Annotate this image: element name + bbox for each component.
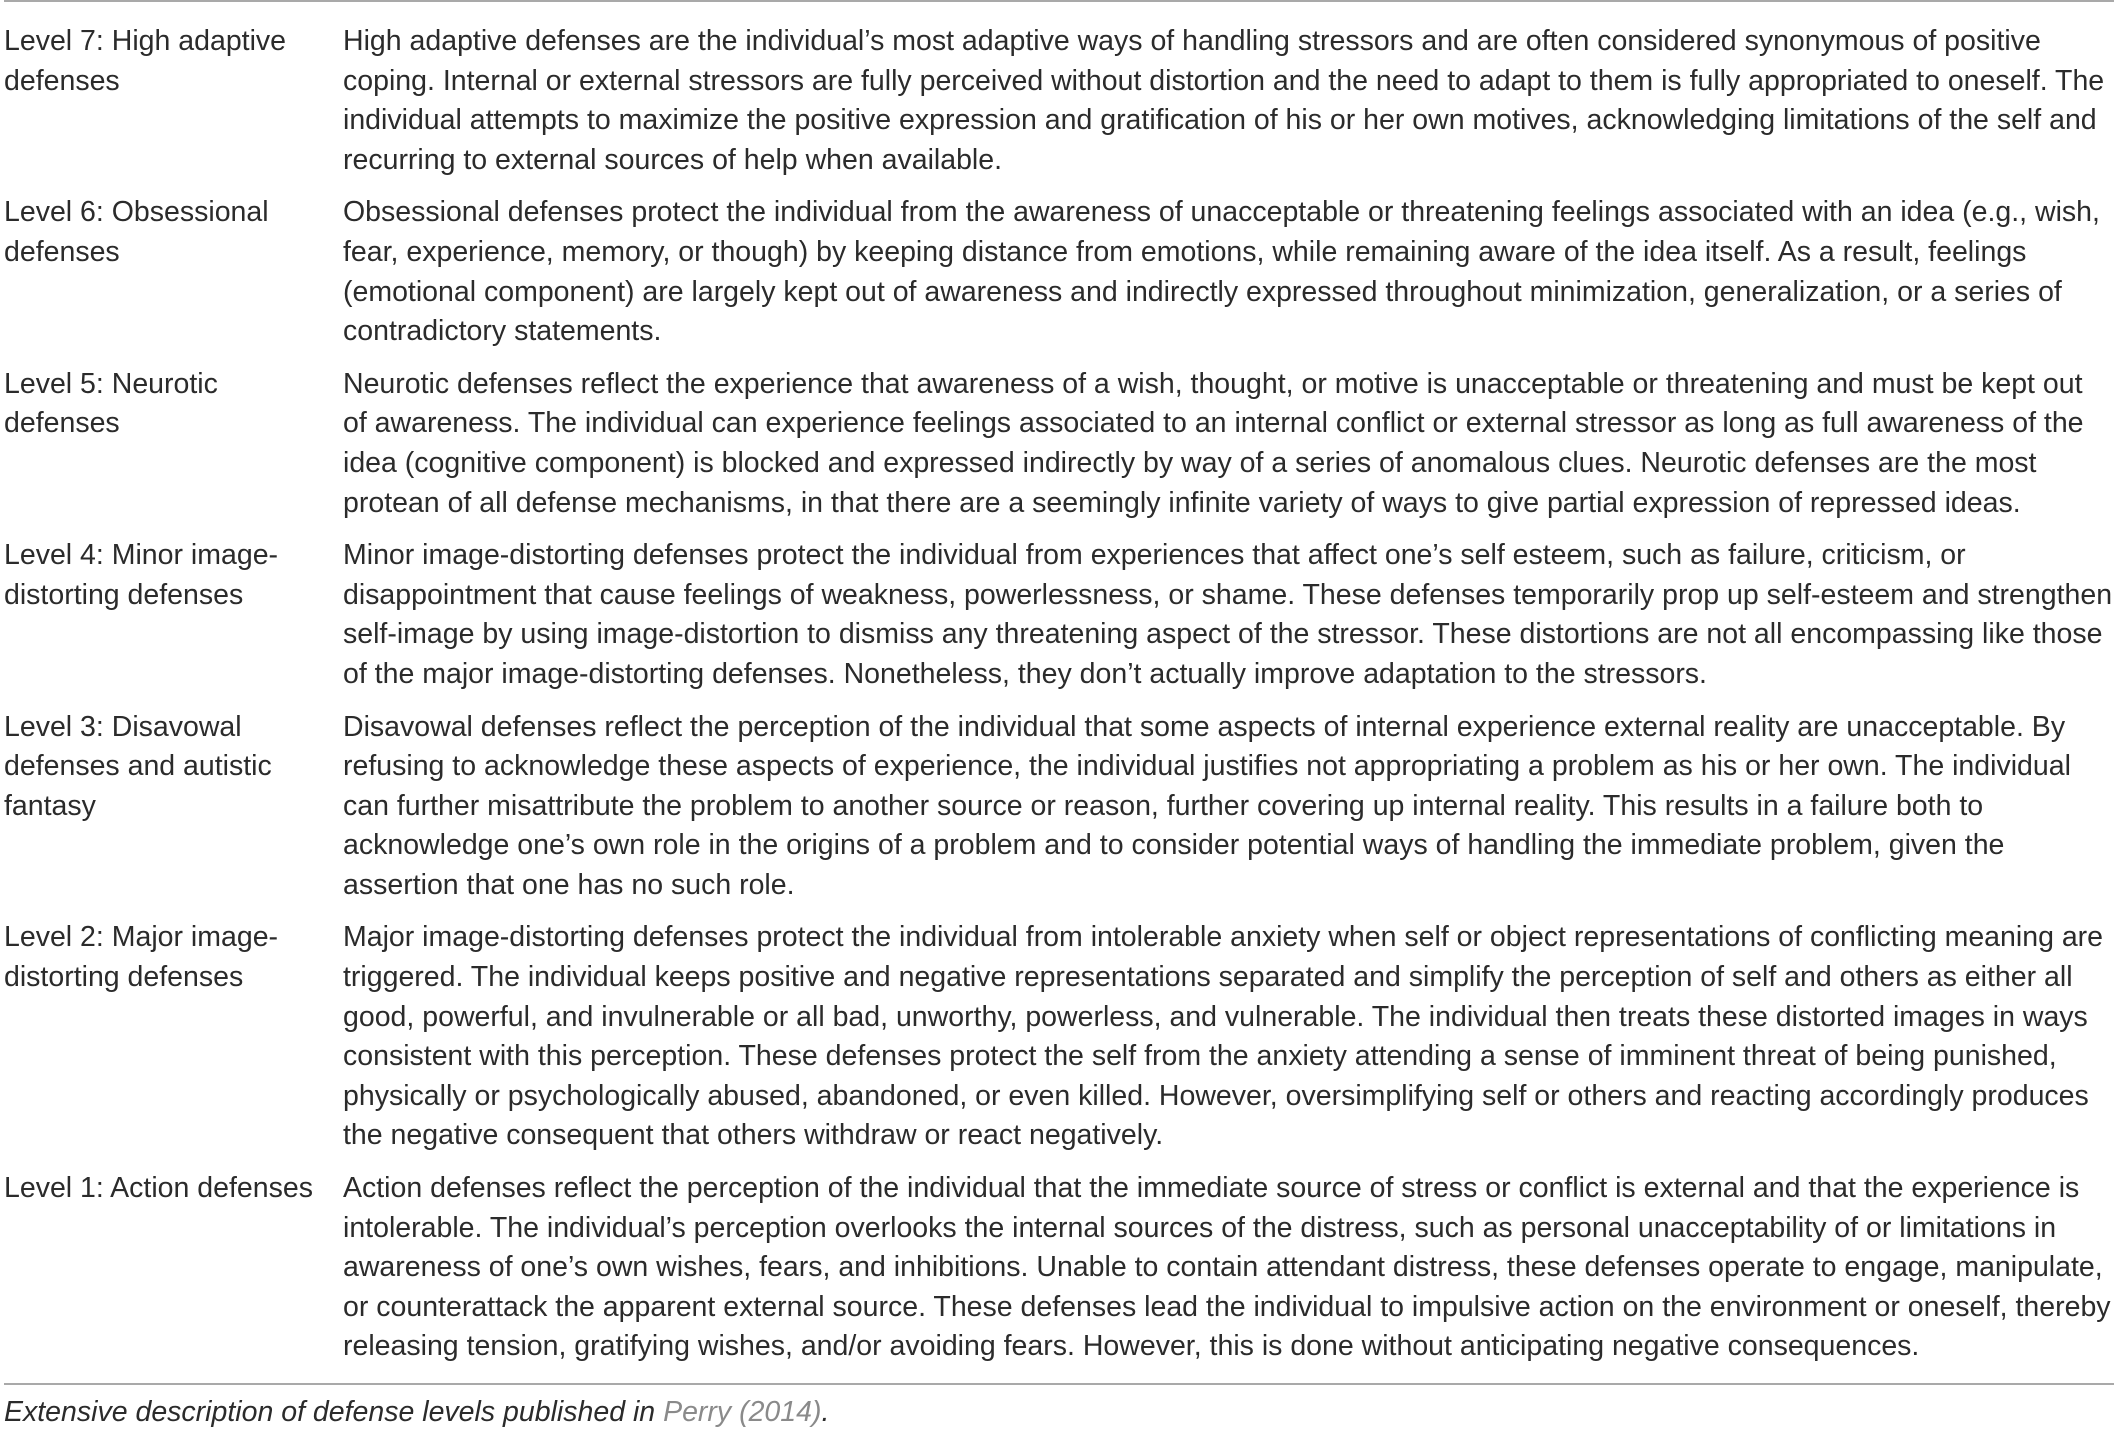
table-row (4, 186, 2114, 357)
level-description: Neurotic defenses reflect the experience that awareness of a wish, thought, or motive is unacceptable or threatening and must be kept out of awareness. The individual can experience feelings associated to an internal conflict or external stressor as long as full awareness of the idea (cognitive component) is blocked and expressed indirectly by way of a series of anomalous clues. Neurotic defenses are the most protean of all defense mechanisms, in that there are a seemingly infinite variety of ways to give partial expression of repressed ideas. (343, 367, 2084, 519)
table-row (4, 911, 2114, 1162)
table-footnote (4, 1392, 2114, 1432)
level-description: Minor image-distorting defenses protect the individual from experiences that affect one’s self esteem, such as failure, criticism, or disappointment that cause feelings of weakness, powerlessness, or shame. These defenses temporarily prop up self-esteem and strengthen self-image by using image-distortion to dismiss any threatening aspect of the stressor. These distortions are not all encompassing like those of the major image-distorting defenses. Nonetheless, they don’t actually improve adaptation to the stressors. (343, 539, 2113, 690)
table-row (4, 358, 2114, 529)
level-name: Level 5: Neurotic defenses (4, 367, 218, 440)
level-description: Major image-distorting defenses protect the individual from intolerable anxiety when self or object representations of conflicting meaning are triggered. The individual keeps positive and negative representations separated and simplify the perception of self and others as either all good, powerful, and invulnerable or all bad, unworthy, powerless, and vulnerable. The individual then treats these distorted images in ways consistent with this perception. These defenses protect the self from the anxiety attending a sense of imminent threat of being punished, physically or psychologically abused, abandoned, or even killed. However, oversimplifying self or others and reacting accordingly produces the negative consequent that others withdraw or react negatively. (343, 921, 2104, 1152)
table-row (4, 1162, 2114, 1373)
footnote-reference-link[interactable]: Perry (2014) (663, 1396, 822, 1428)
table-row (4, 529, 2114, 700)
footnote-text: Extensive description of defense levels published in (4, 1396, 664, 1428)
footnote-period: . (821, 1396, 830, 1428)
defense-levels-table (4, 2, 2114, 1373)
table-bottom-rule (4, 1383, 2114, 1385)
table-row (4, 701, 2114, 912)
defense-levels-table-wrapper (4, 0, 2114, 1432)
level-name: Level 4: Minor image-distorting defenses (4, 539, 279, 611)
level-description: High adaptive defenses are the individual’s most adaptive ways of handling stressors and are often considered synonymous of positive coping. Internal or external stressors are fully perceived without distortion and the need to adapt to them is fully appropriated to oneself. The individual attempts to maximize the positive expression and gratification of his or her own motives, acknowledging limitations of the self and recurring to external sources of help when available. (343, 25, 2105, 176)
level-name: Level 7: High adaptive defenses (4, 25, 287, 97)
level-name: Level 3: Disavowal defenses and autistic fantasy (4, 710, 272, 822)
level-description: Disavowal defenses reflect the perception of the individual that some aspects of internal experience external reality are unacceptable. By refusing to acknowledge these aspects of experience, the individual justifies not appropriating a problem as his or her own. The individual can further misattribute the problem to another source or reason, further covering up internal reality. This results in a failure both to acknowledge one’s own role in the origins of a problem and to consider potential ways of handling the immediate problem, given the assertion that one has no such role. (343, 710, 2071, 901)
level-name: Level 1: Action defenses (4, 1172, 313, 1205)
level-description: Action defenses reflect the perception of the individual that the immediate source of stress or conflict is external and that the experience is intolerable. The individual’s perception overlooks the internal sources of the distress, such as personal unacceptability of or limitations in awareness of one’s own wishes, fears, and inhibitions. Unable to contain attendant distress, these defenses operate to engage, manipulate, or counterattack the apparent external source. These defenses lead the individual to impulsive action on the environment or oneself, thereby releasing tension, gratifying wishes, and/or avoiding fears. However, this is done without anticipating negative consequences. (343, 1172, 2111, 1363)
level-name: Level 6: Obsessional defenses (4, 196, 269, 268)
level-description: Obsessional defenses protect the individual from the awareness of unacceptable or threatening feelings associated with an idea (e.g., wish, fear, experience, memory, or though) by keeping distance from emotions, while remaining aware of the idea itself. As a result, feelings (emotional component) are largely kept out of awareness and indirectly expressed throughout minimization, generalization, or a series of contradictory statements. (343, 196, 2100, 348)
table-row (4, 2, 2114, 186)
level-name: Level 2: Major image-distorting defenses (4, 921, 279, 994)
